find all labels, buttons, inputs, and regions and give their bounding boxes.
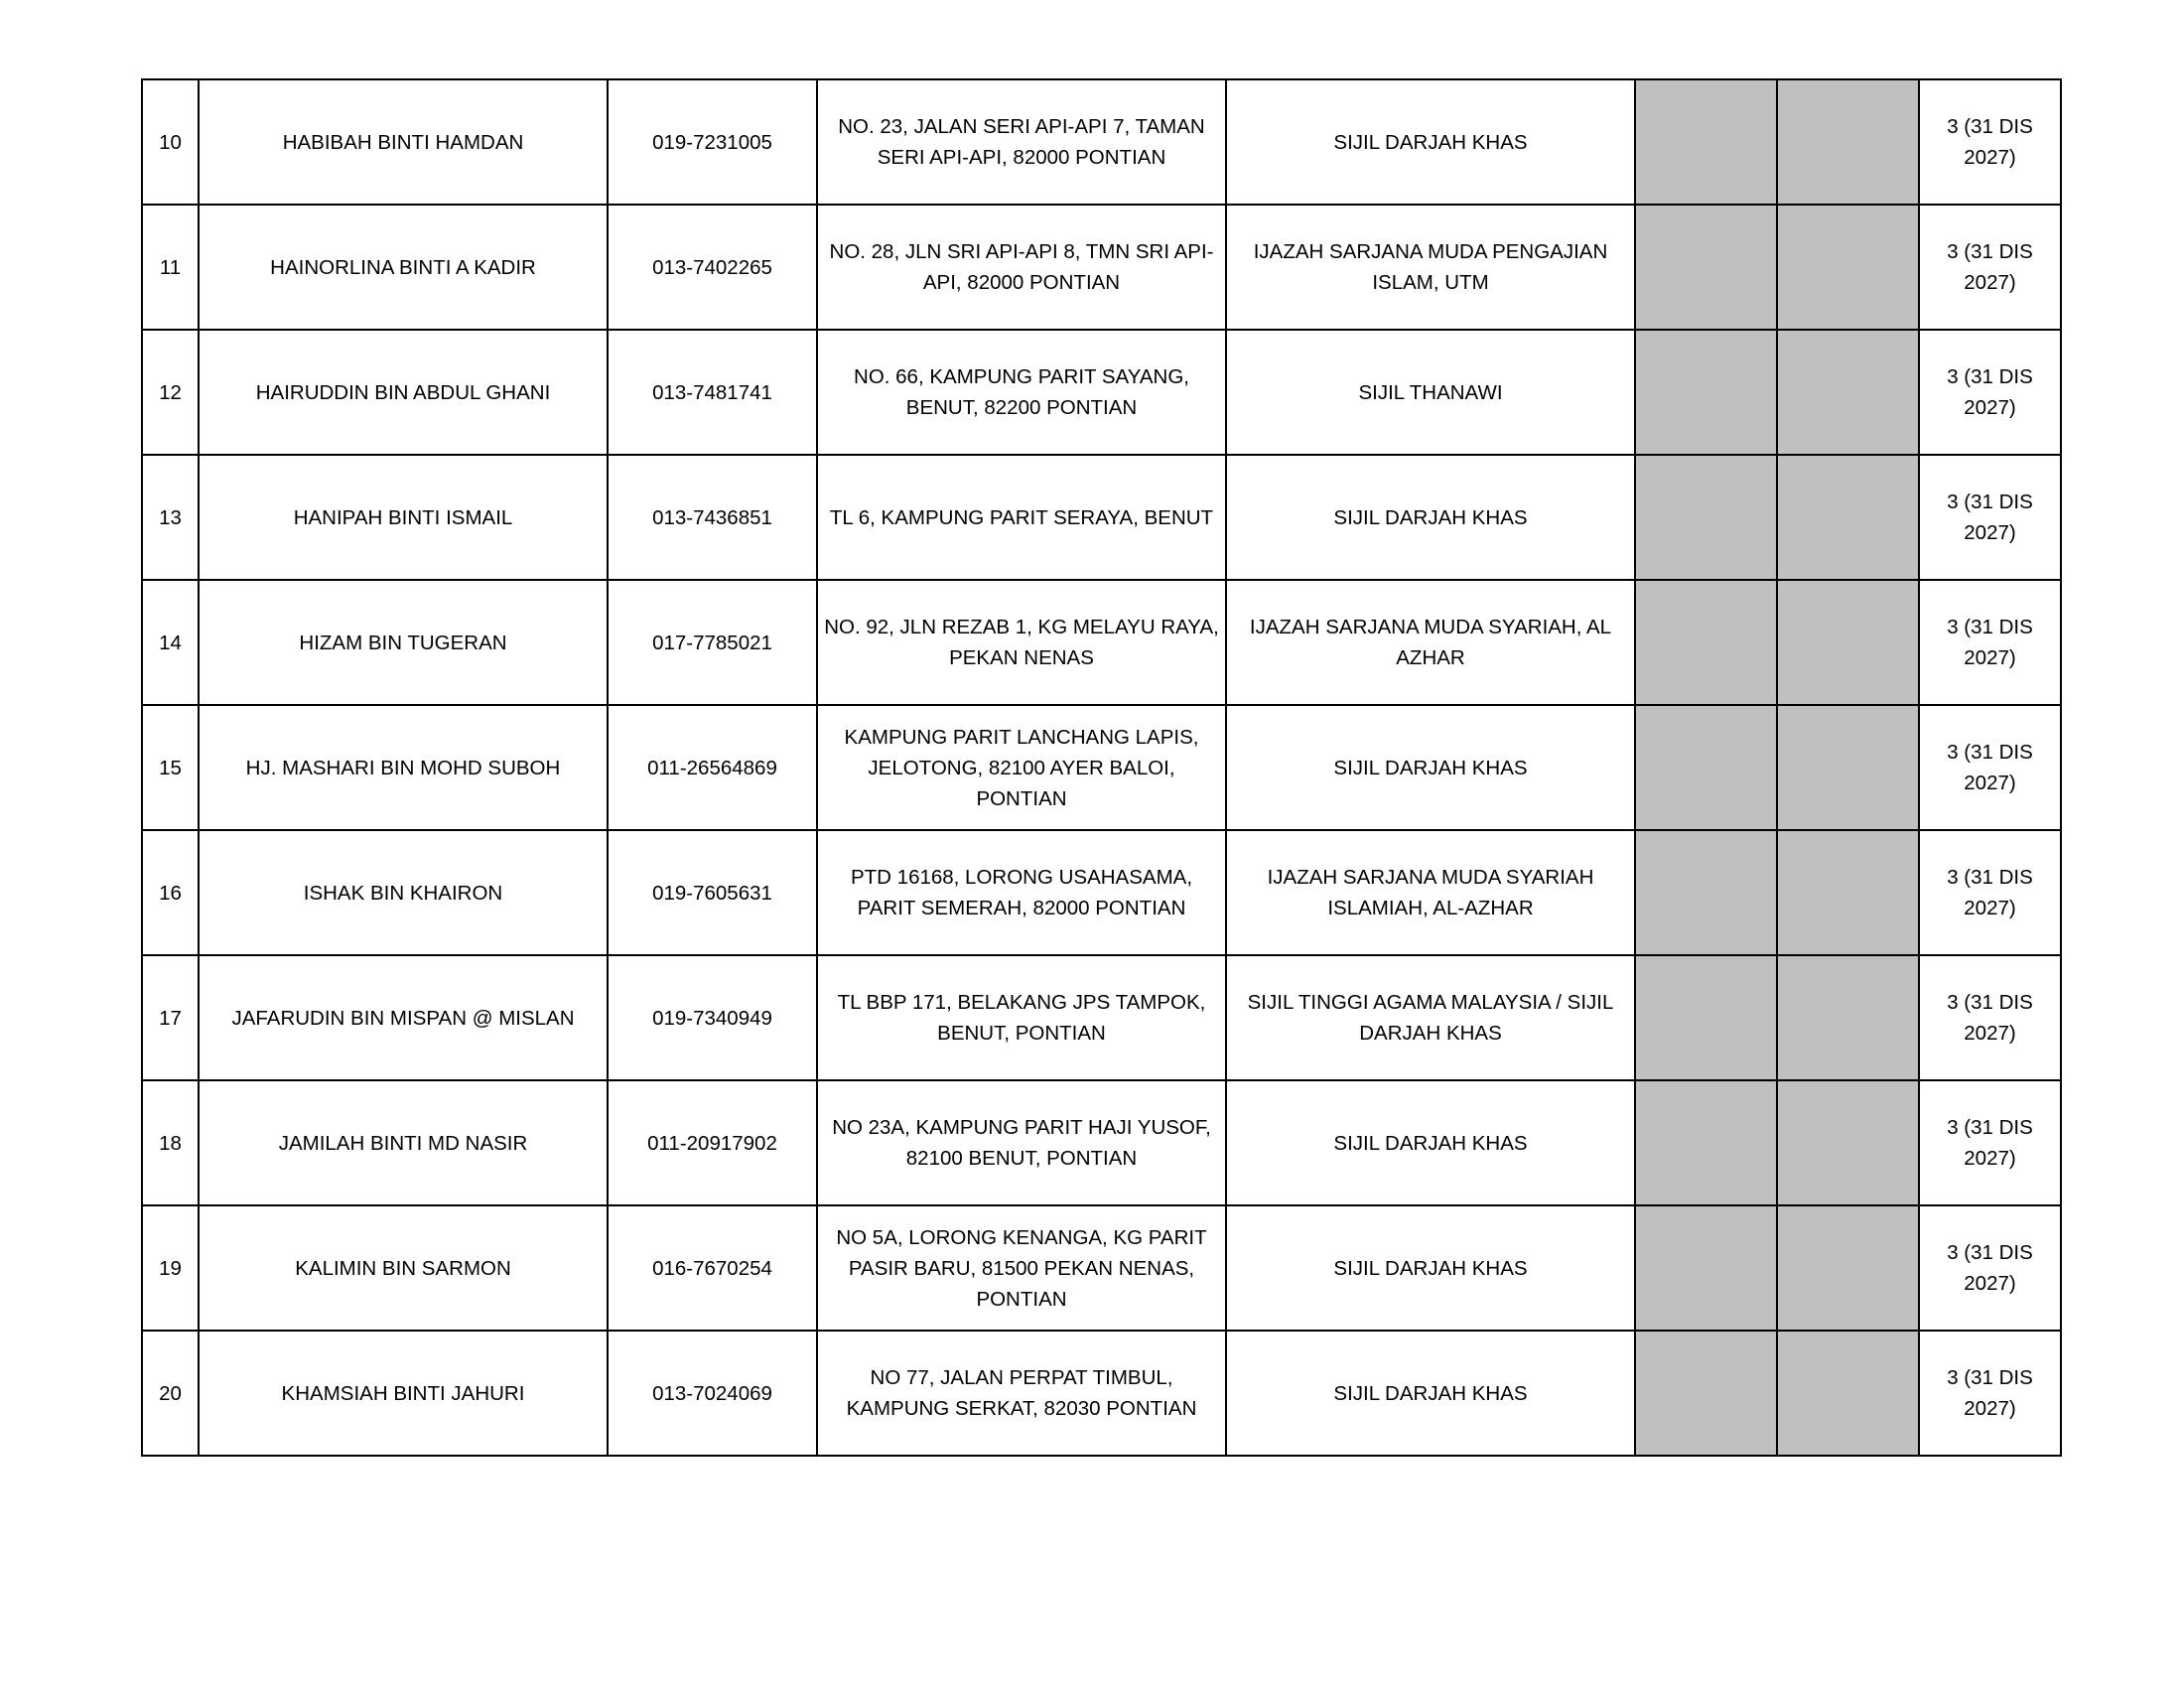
term-cell: 3 (31 DIS 2027) xyxy=(1919,1205,2061,1331)
address-cell: NO 77, JALAN PERPAT TIMBUL, KAMPUNG SERKAT, 82030 PONTIAN xyxy=(817,1331,1226,1456)
blank-shaded-cell xyxy=(1777,580,1919,705)
phone-cell: 013-7402265 xyxy=(608,205,817,330)
table-row xyxy=(142,1205,2061,1331)
phone-cell: 013-7436851 xyxy=(608,455,817,580)
blank-shaded-cell xyxy=(1777,330,1919,455)
name-cell: HJ. MASHARI BIN MOHD SUBOH xyxy=(199,705,608,830)
qualification-cell: SIJIL DARJAH KHAS xyxy=(1226,455,1635,580)
row-number-cell: 14 xyxy=(142,580,199,705)
blank-shaded-cell xyxy=(1777,79,1919,205)
phone-cell: 017-7785021 xyxy=(608,580,817,705)
qualification-cell: IJAZAH SARJANA MUDA SYARIAH, AL AZHAR xyxy=(1226,580,1635,705)
row-number-cell: 13 xyxy=(142,455,199,580)
name-cell: KALIMIN BIN SARMON xyxy=(199,1205,608,1331)
address-cell: NO 23A, KAMPUNG PARIT HAJI YUSOF, 82100 BENUT, PONTIAN xyxy=(817,1080,1226,1205)
qualification-cell: SIJIL DARJAH KHAS xyxy=(1226,705,1635,830)
member-table-body xyxy=(142,79,2061,1456)
table-row xyxy=(142,205,2061,330)
row-number-cell: 16 xyxy=(142,830,199,955)
row-number-cell: 19 xyxy=(142,1205,199,1331)
term-cell: 3 (31 DIS 2027) xyxy=(1919,705,2061,830)
address-cell: NO. 23, JALAN SERI API-API 7, TAMAN SERI API-API, 82000 PONTIAN xyxy=(817,79,1226,205)
table-row xyxy=(142,79,2061,205)
term-cell: 3 (31 DIS 2027) xyxy=(1919,1331,2061,1456)
address-cell: TL BBP 171, BELAKANG JPS TAMPOK, BENUT, PONTIAN xyxy=(817,955,1226,1080)
phone-cell: 013-7481741 xyxy=(608,330,817,455)
term-cell: 3 (31 DIS 2027) xyxy=(1919,580,2061,705)
name-cell: HANIPAH BINTI ISMAIL xyxy=(199,455,608,580)
address-cell: PTD 16168, LORONG USAHASAMA, PARIT SEMERAH, 82000 PONTIAN xyxy=(817,830,1226,955)
row-number-cell: 11 xyxy=(142,205,199,330)
blank-shaded-cell xyxy=(1635,1080,1777,1205)
phone-cell: 013-7024069 xyxy=(608,1331,817,1456)
phone-cell: 016-7670254 xyxy=(608,1205,817,1331)
term-cell: 3 (31 DIS 2027) xyxy=(1919,79,2061,205)
qualification-cell: IJAZAH SARJANA MUDA SYARIAH ISLAMIAH, AL-AZHAR xyxy=(1226,830,1635,955)
term-cell: 3 (31 DIS 2027) xyxy=(1919,1080,2061,1205)
term-cell: 3 (31 DIS 2027) xyxy=(1919,455,2061,580)
blank-shaded-cell xyxy=(1635,1331,1777,1456)
qualification-cell: IJAZAH SARJANA MUDA PENGAJIAN ISLAM, UTM xyxy=(1226,205,1635,330)
blank-shaded-cell xyxy=(1635,830,1777,955)
term-cell: 3 (31 DIS 2027) xyxy=(1919,205,2061,330)
term-cell: 3 (31 DIS 2027) xyxy=(1919,330,2061,455)
row-number-cell: 15 xyxy=(142,705,199,830)
blank-shaded-cell xyxy=(1635,955,1777,1080)
table-row xyxy=(142,330,2061,455)
address-cell: NO. 28, JLN SRI API-API 8, TMN SRI API-API, 82000 PONTIAN xyxy=(817,205,1226,330)
row-number-cell: 20 xyxy=(142,1331,199,1456)
qualification-cell: SIJIL TINGGI AGAMA MALAYSIA / SIJIL DARJAH KHAS xyxy=(1226,955,1635,1080)
qualification-cell: SIJIL DARJAH KHAS xyxy=(1226,1080,1635,1205)
qualification-cell: SIJIL DARJAH KHAS xyxy=(1226,1205,1635,1331)
phone-cell: 011-26564869 xyxy=(608,705,817,830)
table-row xyxy=(142,830,2061,955)
term-cell: 3 (31 DIS 2027) xyxy=(1919,955,2061,1080)
blank-shaded-cell xyxy=(1777,955,1919,1080)
name-cell: HIZAM BIN TUGERAN xyxy=(199,580,608,705)
blank-shaded-cell xyxy=(1777,1331,1919,1456)
name-cell: HAIRUDDIN BIN ABDUL GHANI xyxy=(199,330,608,455)
row-number-cell: 17 xyxy=(142,955,199,1080)
name-cell: ISHAK BIN KHAIRON xyxy=(199,830,608,955)
table-row xyxy=(142,580,2061,705)
blank-shaded-cell xyxy=(1777,1205,1919,1331)
table-row xyxy=(142,955,2061,1080)
phone-cell: 019-7231005 xyxy=(608,79,817,205)
table-row xyxy=(142,705,2061,830)
blank-shaded-cell xyxy=(1635,580,1777,705)
address-cell: NO. 92, JLN REZAB 1, KG MELAYU RAYA, PEKAN NENAS xyxy=(817,580,1226,705)
qualification-cell: SIJIL DARJAH KHAS xyxy=(1226,79,1635,205)
address-cell: NO. 66, KAMPUNG PARIT SAYANG, BENUT, 82200 PONTIAN xyxy=(817,330,1226,455)
name-cell: JAMILAH BINTI MD NASIR xyxy=(199,1080,608,1205)
blank-shaded-cell xyxy=(1777,705,1919,830)
phone-cell: 019-7340949 xyxy=(608,955,817,1080)
blank-shaded-cell xyxy=(1635,79,1777,205)
row-number-cell: 12 xyxy=(142,330,199,455)
qualification-cell: SIJIL DARJAH KHAS xyxy=(1226,1331,1635,1456)
blank-shaded-cell xyxy=(1635,1205,1777,1331)
blank-shaded-cell xyxy=(1635,205,1777,330)
qualification-cell: SIJIL THANAWI xyxy=(1226,330,1635,455)
table-row xyxy=(142,1331,2061,1456)
address-cell: NO 5A, LORONG KENANGA, KG PARIT PASIR BARU, 81500 PEKAN NENAS, PONTIAN xyxy=(817,1205,1226,1331)
row-number-cell: 10 xyxy=(142,79,199,205)
blank-shaded-cell xyxy=(1777,455,1919,580)
name-cell: HABIBAH BINTI HAMDAN xyxy=(199,79,608,205)
term-cell: 3 (31 DIS 2027) xyxy=(1919,830,2061,955)
blank-shaded-cell xyxy=(1777,830,1919,955)
table-row xyxy=(142,1080,2061,1205)
name-cell: HAINORLINA BINTI A KADIR xyxy=(199,205,608,330)
blank-shaded-cell xyxy=(1777,1080,1919,1205)
address-cell: KAMPUNG PARIT LANCHANG LAPIS, JELOTONG, 82100 AYER BALOI, PONTIAN xyxy=(817,705,1226,830)
address-cell: TL 6, KAMPUNG PARIT SERAYA, BENUT xyxy=(817,455,1226,580)
phone-cell: 011-20917902 xyxy=(608,1080,817,1205)
table-row xyxy=(142,455,2061,580)
member-table xyxy=(141,78,2062,1457)
name-cell: JAFARUDIN BIN MISPAN @ MISLAN xyxy=(199,955,608,1080)
row-number-cell: 18 xyxy=(142,1080,199,1205)
blank-shaded-cell xyxy=(1635,705,1777,830)
name-cell: KHAMSIAH BINTI JAHURI xyxy=(199,1331,608,1456)
member-table-page xyxy=(141,78,2060,1457)
blank-shaded-cell xyxy=(1777,205,1919,330)
blank-shaded-cell xyxy=(1635,330,1777,455)
phone-cell: 019-7605631 xyxy=(608,830,817,955)
blank-shaded-cell xyxy=(1635,455,1777,580)
